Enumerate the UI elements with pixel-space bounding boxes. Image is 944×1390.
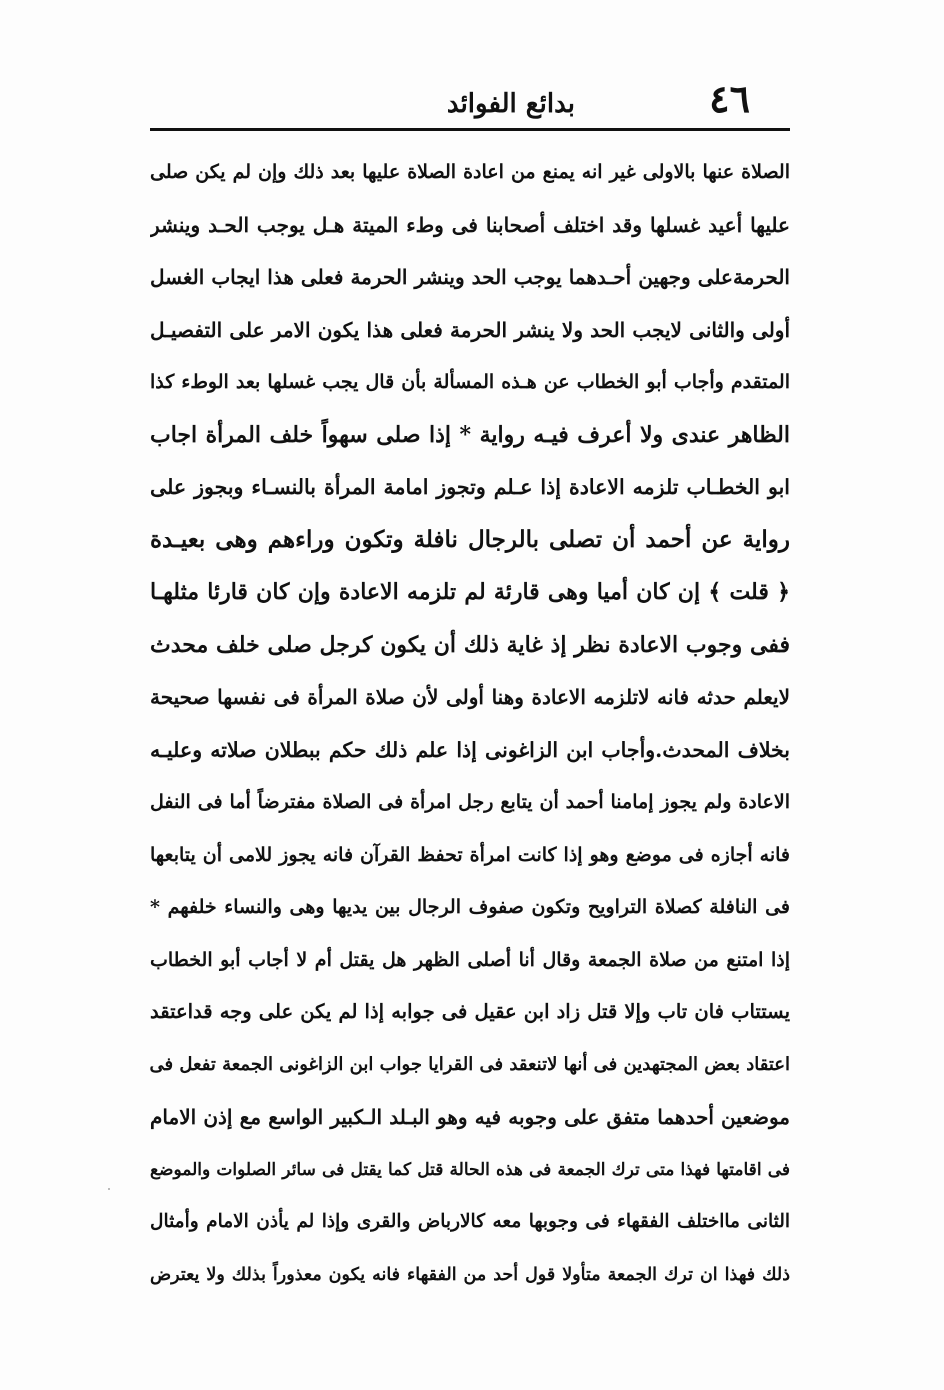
text-line-1: الصلاة عنها بالاولى غير انه يمنع من اعادة الصلاة عليها بعد ذلك وإن لم يكن صلى bbox=[150, 161, 790, 183]
text-line-14: فانه أجازه فى موضع وهو إذا كانت امرأة تحفظ القرآن فانه يجوز للامى أن يتابعها bbox=[150, 843, 790, 866]
text-line-4: أولى والثانى لايجب الحد ولا ينشر الحرمة فعلى هذا يكون الامر على التفصيـل bbox=[150, 317, 790, 342]
text-line-5: المتقدم وأجاب أبو الخطاب عن هـذه المسألة بأن قال يجب غسلها بعد الوطء كذا bbox=[150, 371, 790, 393]
page-number: ٤٦ bbox=[709, 76, 750, 121]
page-header bbox=[150, 76, 790, 126]
text-line-13: الاعادة ولم يجوز إمامنا أحمد أن يتابع رجل امرأة فى الصلاة مفترضاً أما فى النفل bbox=[150, 791, 790, 813]
text-line-16: إذا امتنع من صلاة الجمعة وقال أنا أصلى الظهر هل يقتل أم لا أجاب أبو الخطاب bbox=[150, 948, 790, 971]
text-line-12: بخلاف المحدث.وأجاب ابن الزاغونى إذا علم ذلك حكم ببطلان صلاته وعليـه bbox=[150, 737, 790, 762]
running-title: بدائع الفوائد bbox=[446, 89, 575, 119]
text-line-8: رواية عن أحمد أن تصلى بالرجال نافلة وتكون وراءهم وهى بعيـدة bbox=[150, 525, 790, 553]
text-line-19: موضعين أحدهما متفق على وجوبه فيه وهو البـلد الـكبير الواسع مع إذن الامام bbox=[150, 1105, 790, 1129]
text-line-11: لايعلم حدثه فانه لاتلزمه الاعادة وهنا أولى لأن صلاة المرأة فى نفسها صحيحة bbox=[150, 685, 790, 709]
text-line-20: فى اقامتها فهذا متى ترك الجمعة فى هذه الحالة قتل كما يقتل فى سائر الصلوات والموضع bbox=[150, 1159, 790, 1180]
text-line-10: ففى وجوب الاعادة نظر إذ غاية ذلك أن يكون كرجل صلى خلف محدث bbox=[150, 631, 790, 658]
body-text bbox=[150, 146, 790, 1301]
text-line-18: اعتقاد بعض المجتهدين فى أنها لاتنعقد فى القرايا جواب ابن الزاغونى الجمعة تفعل فى bbox=[150, 1053, 790, 1075]
text-line-21: الثانى مااختلف الفقهاء فى وجوبها معه كالارباض والقرى وإذا لم يأذن الامام وأمثال bbox=[150, 1211, 790, 1232]
text-line-15: فى النافلة كصلاة التراويح وتكون صفوف الرجال بين يديها وهى والنساء خلفهم * bbox=[150, 896, 790, 918]
text-line-3: الحرمةعلى وجهين أحـدهما يوجب الحد وينشر الحرمة فعلى هذا ايجاب الغسل bbox=[150, 265, 790, 289]
text-line-6: الظاهر عندى ولا أعرف فيـه رواية * إذا صلى سهواً خلف المرأة اجاب bbox=[150, 421, 790, 448]
text-line-2: عليها أعيد غسلها وقد اختلف أصحابنا فى وطء الميتة هـل يوجب الحـد وينشر bbox=[150, 212, 790, 237]
text-line-7: ابو الخطـاب تلزمه الاعادة إذا عـلم وتجوز امامة المرأة بالنسـاء وبجوز على bbox=[150, 475, 790, 499]
text-line-17: يستتاب فان تاب وإلا قتل زاد ابن عقيل فى جوابه إذا لم يكن على وجه قداعتقد bbox=[150, 1000, 790, 1023]
margin-speck bbox=[108, 1188, 110, 1190]
text-line-22: ذلك فهذا ان ترك الجمعة متأولا قول أحد من الفقهاء فانه يكون معذوراً بذلك ولا يعترض bbox=[150, 1264, 790, 1285]
text-line-9: ﴿ قلت ﴾ إن كان أميا وهى قارئة لم تلزمه الاعادة وإن كان قارئا مثلهـا bbox=[150, 579, 790, 605]
header-rule bbox=[150, 128, 790, 131]
